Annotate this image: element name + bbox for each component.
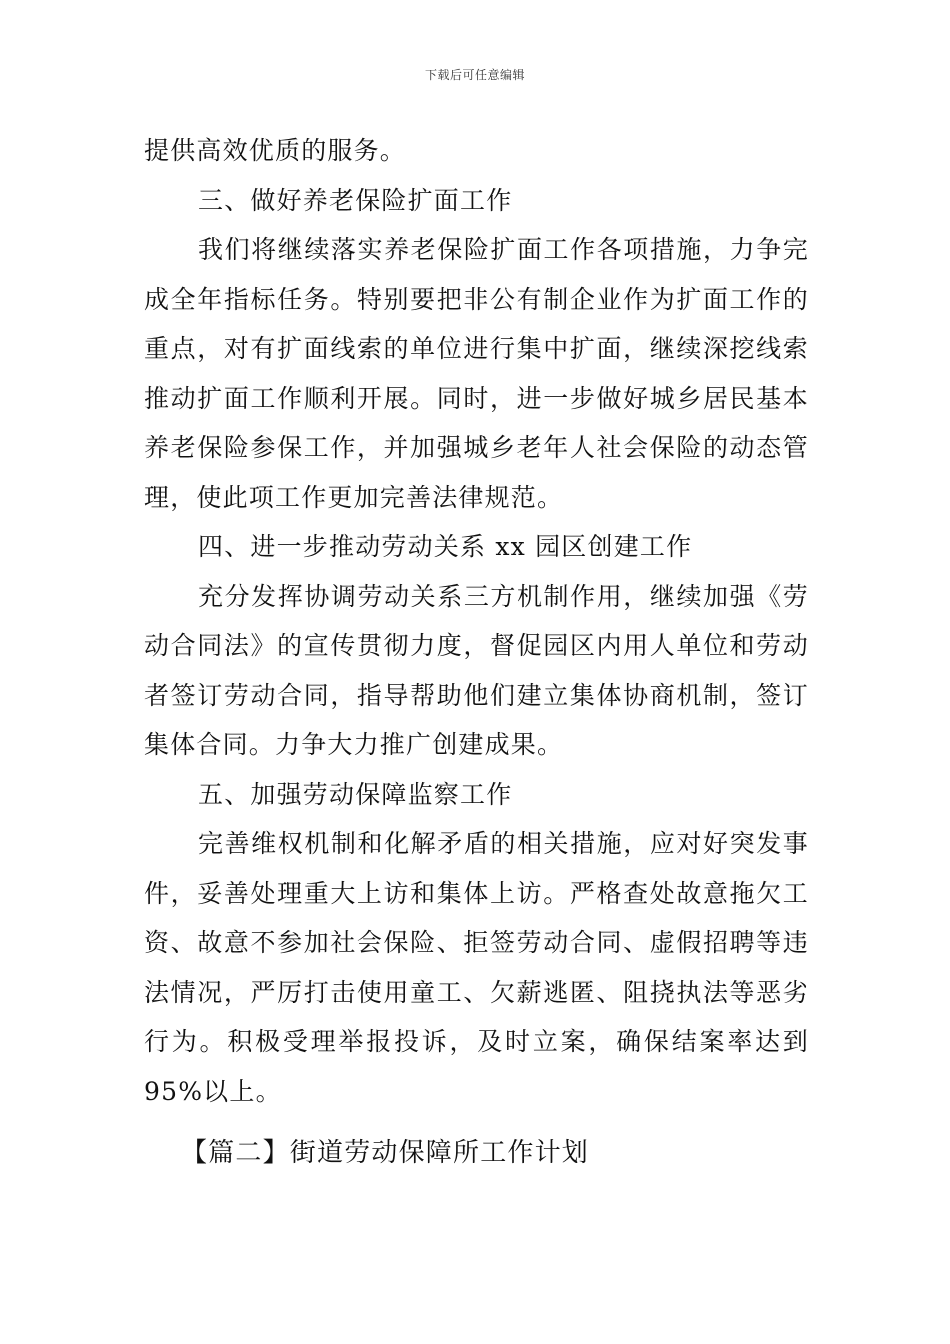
paragraph-continued: 提供高效优质的服务。 [144,136,407,165]
section-title-part-2: 【篇二】街道劳动保障所工作计划 [181,1138,590,1168]
document-body [144,126,809,1179]
paragraph-section-3: 我们将继续落实养老保险扩面工作各项措施，力争完成全年指标任务。特别要把非公有制企业作为扩面工作的重点，对有扩面线索的单位进行集中扩面，继续深挖线索推动扩面工作顺利开展。同时，进一步做好城乡居民基本养老保险参保工作，并加强城乡老年人社会保险的动态管理，使此项工作更加完善法律规范。 [144,235,809,512]
header-note: 下载后可任意编辑 [424,68,525,82]
paragraph-section-4: 充分发挥协调劳动关系三方机制作用，继续加强《劳动合同法》的宣传贯彻力度，督促园区内用人单位和劳动者签订劳动合同，指导帮助他们建立集体协商机制，签订集体合同。力争大力推广创建成果。 [144,581,809,759]
heading-section-4: 四、进一步推动劳动关系 xx 园区创建工作 [198,532,693,561]
heading-section-3: 三、做好养老保险扩面工作 [198,185,513,215]
paragraph-section-5: 完善维权机制和化解矛盾的相关措施，应对好突发事件，妥善处理重大上访和集体上访。严格查处故意拖欠工资、故意不参加社会保险、拒签劳动合同、虚假招聘等违法情况，严厉打击使用童工、欠薪逃匿、阻挠执法等恶劣行为。积极受理举报投诉，及时立案，确保结案率达到95%以上。 [144,829,809,1106]
heading-section-5: 五、加强劳动保障监察工作 [198,779,513,809]
